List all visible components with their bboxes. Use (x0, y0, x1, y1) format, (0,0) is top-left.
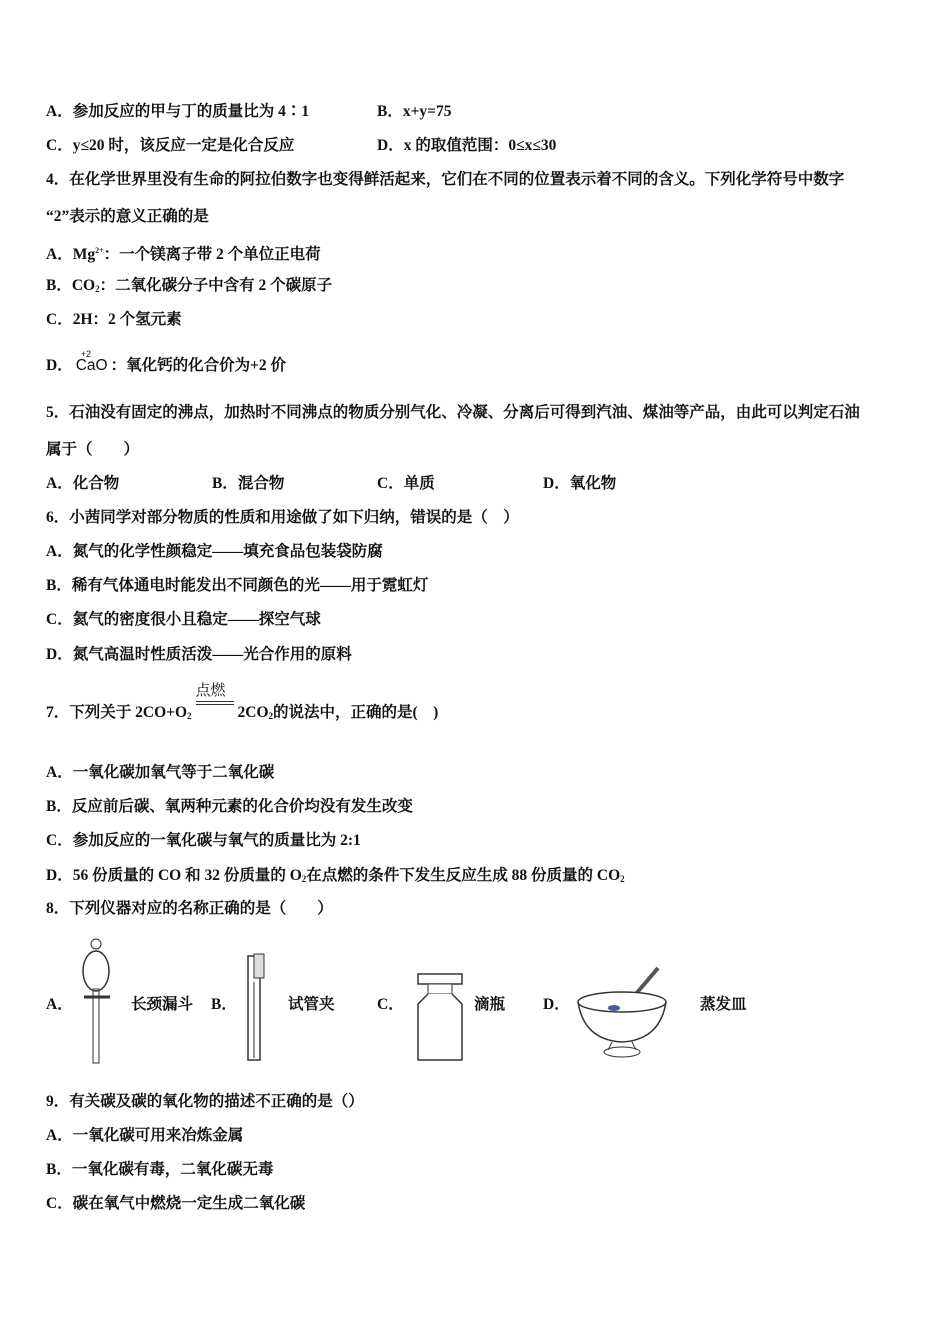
q8-name-c: 滴瓶 (474, 996, 506, 1013)
q9-option-a: A．一氧化碳可用来冶炼金属 (46, 1127, 244, 1144)
valence: +2 (80, 349, 91, 359)
condition-text: 点燃 (195, 683, 226, 700)
q6-option-b: B．稀有气体通电时能发出不同颜色的光——用于霓虹灯 (46, 577, 429, 594)
text: 在点燃的条件下发生反应生成 88 份质量的 CO (306, 867, 621, 884)
q3-option-d: D．x 的取值范围：0≤x≤30 (377, 137, 557, 154)
q5-option-d: D．氧化物 (543, 475, 617, 492)
q4-option-a (46, 241, 321, 265)
q8-name-b: 试管夹 (288, 996, 335, 1013)
superscript: 2+ (95, 246, 104, 255)
q3-option-b: B．x+y=75 (377, 103, 452, 120)
mortar-and-pestle-image (574, 962, 674, 1062)
reaction-condition (195, 683, 234, 723)
q9-stem: 9．有关碳及碳的氧化物的描述不正确的是（） (46, 1093, 364, 1110)
q8-letter-a: A． (46, 996, 73, 1013)
text: A．Mg (46, 246, 96, 264)
q7-option-b: B．反应前后碳、氧两种元素的化合价均没有发生改变 (46, 798, 413, 815)
q4-stem: 4．在化学世界里没有生命的阿拉伯数字也变得鲜活起来，它们在不同的位置表示着不同的含义。下列化学符号中数字 (46, 171, 845, 188)
text: 2CO (237, 704, 269, 721)
text: ：二氧化碳分子中含有 2 个碳原子 (99, 277, 333, 294)
text: 的说法中，正确的是( ) (273, 704, 439, 721)
q8-letter-c: C． (377, 996, 404, 1013)
q9-option-b: B．一氧化碳有毒，二氧化碳无毒 (46, 1161, 274, 1178)
formula-text: CaO (75, 357, 108, 374)
subscript: 2 (620, 874, 625, 884)
subscript: 2 (268, 711, 274, 721)
q8-name-d: 蒸发皿 (700, 996, 747, 1013)
q6-stem: 6．小茜同学对部分物质的性质和用途做了如下归纳，错误的是（ ） (46, 509, 519, 526)
q3-option-a: A．参加反应的甲与丁的质量比为 4∶1 (46, 103, 310, 120)
equals-sign (196, 701, 234, 705)
q6-option-c: C．氦气的密度很小且稳定——探空气球 (46, 611, 321, 628)
q9-option-c: C．碳在氧气中燃烧一定生成二氧化碳 (46, 1195, 306, 1212)
q7-option-a: A．一氧化碳加氧气等于二氧化碳 (46, 764, 275, 781)
long-neck-funnel-image (72, 935, 122, 1067)
q5-option-c: C．单质 (377, 475, 435, 492)
q3-option-c: C．y≤20 时，该反应一定是化合反应 (46, 137, 295, 154)
q8-letter-d: D． (543, 996, 570, 1013)
text: D．56 份质量的 CO 和 32 份质量的 O (46, 867, 302, 884)
q5-stem-cont: 属于（ ） (46, 441, 140, 458)
q4-option-d (46, 349, 287, 376)
q5-option-b: B．混合物 (212, 475, 285, 492)
text: 7．下列关于 2CO+O (46, 704, 188, 721)
q6-option-a: A．氮气的化学性颜稳定——填充食品包装袋防腐 (46, 543, 383, 560)
subscript: 2 (187, 711, 192, 721)
test-tube-holder-image (240, 952, 270, 1064)
q7-option-d (46, 866, 625, 889)
subscript: 2 (301, 874, 307, 884)
text: ：一个镁离子带 2 个单位正电荷 (103, 246, 321, 264)
q8-name-a: 长颈漏斗 (131, 996, 194, 1013)
dropper-bottle-image (414, 972, 466, 1064)
text: D． (46, 357, 73, 374)
q7-option-c: C．参加反应的一氧化碳与氧气的质量比为 2:1 (46, 832, 361, 849)
q4-option-b (46, 276, 332, 299)
q8-letter-b: B． (211, 996, 237, 1013)
q6-option-d: D．氮气高温时性质活泼——光合作用的原料 (46, 646, 352, 663)
q7-stem (46, 683, 439, 726)
formula (75, 349, 108, 374)
text: B．CO (46, 277, 96, 294)
q4-option-c: C．2H：2 个氢元素 (46, 311, 182, 328)
q8-stem: 8．下列仪器对应的名称正确的是（ ） (46, 900, 333, 917)
text: ：氧化钙的化合价为+2 价 (110, 357, 287, 374)
q5-stem: 5．石油没有固定的沸点，加热时不同沸点的物质分别气化、冷凝、分离后可得到汽油、煤油等产品，由此可以判定石油 (46, 404, 860, 421)
subscript: 2 (95, 284, 100, 294)
q5-option-a: A．化合物 (46, 475, 120, 492)
q4-stem-cont: “2”表示的意义正确的是 (46, 208, 209, 225)
